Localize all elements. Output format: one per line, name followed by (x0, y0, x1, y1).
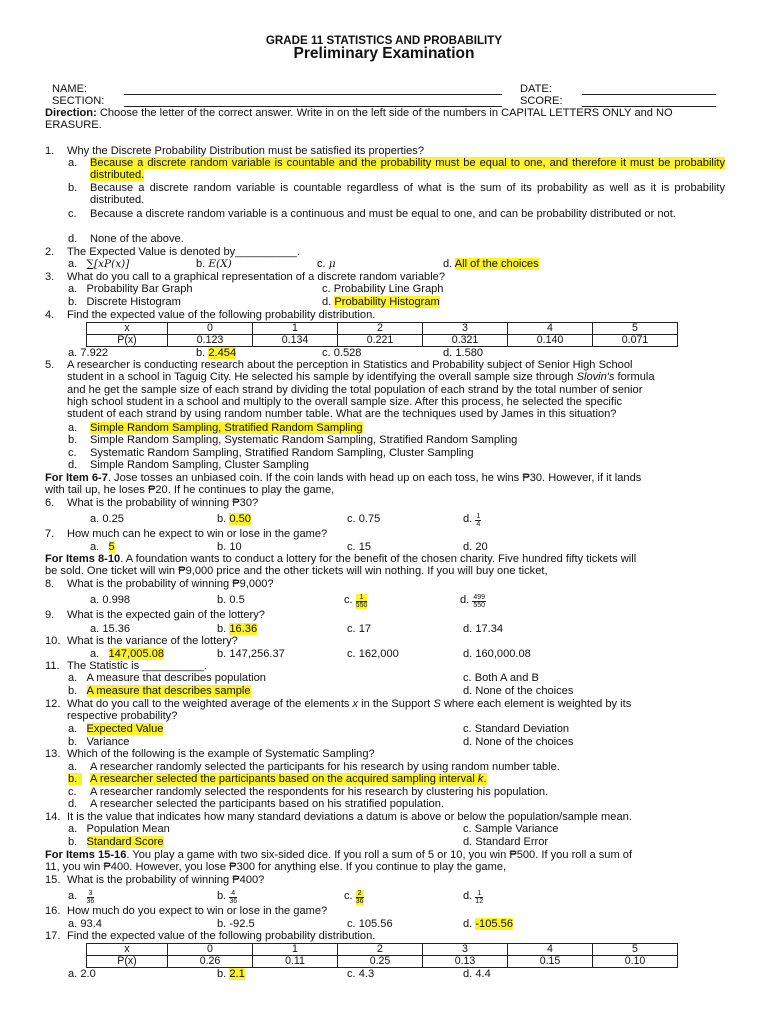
question-5 (45, 359, 725, 421)
question-10 (45, 635, 725, 647)
question-4 (45, 309, 725, 321)
text-line: 11, you win ₱400. However, you lose ₱300 for anything else. If you continue to play the game, (45, 861, 507, 874)
option-text: Systematic Random Sampling, Stratified Random Sampling, Cluster Sampling (90, 447, 474, 459)
question-number: 3. (45, 271, 55, 283)
option-letter: d. (463, 890, 473, 902)
table-row (87, 944, 678, 956)
q16-option-d[interactable] (463, 918, 513, 930)
option-letter: d. (443, 258, 453, 270)
q6-option-a[interactable]: a. 0.25 (90, 513, 124, 525)
item-group-label: For Items 8-10 (45, 553, 121, 565)
table-cell: 2 (338, 944, 423, 956)
option-text: Because a discrete random variable is a continuous and must be equal to one, and can be probability distributed or not. (90, 208, 676, 220)
question-17 (45, 930, 725, 942)
name-field[interactable] (124, 94, 502, 95)
direction-text: Choose the letter of the correct answer. Write in on the left side of the numbers in CAPITAL LETTERS ONLY and NO ERASURE. (45, 107, 673, 132)
q4-option-b[interactable] (196, 347, 236, 359)
question-number: 9. (45, 609, 55, 621)
question-text: The Statistic is __________. (67, 660, 207, 672)
fraction (356, 890, 364, 905)
question-3 (45, 271, 725, 283)
option-letter: b. (217, 890, 227, 902)
option-text: A researcher randomly selected the participants for his research by using random number table. (90, 761, 560, 773)
q3-option-b[interactable] (68, 296, 181, 308)
q14-option-c[interactable]: c. Sample Variance (463, 823, 559, 835)
option-text: Discrete Histogram (86, 296, 181, 308)
table-row (87, 323, 678, 335)
table-cell: 0 (168, 323, 253, 335)
question-number: 1. (45, 145, 55, 157)
q12-option-a[interactable] (68, 723, 163, 735)
q14-option-a[interactable] (68, 823, 170, 835)
option-text: Variance (86, 736, 130, 748)
q15-option-b[interactable] (217, 890, 237, 905)
fraction (229, 890, 237, 905)
option-text: A researcher selected the participants based on his stratified population. (90, 798, 444, 810)
table-cell: 4 (508, 323, 593, 335)
option-letter: a. (68, 723, 78, 735)
q10-option-b[interactable]: b. 147,256.37 (217, 648, 285, 660)
table-cell: 0.134 (253, 335, 338, 347)
q11-option-a[interactable] (68, 672, 266, 684)
q9-option-d[interactable]: d. 17.34 (463, 623, 504, 635)
numerator: 2 (357, 890, 362, 897)
q5-option-d[interactable] (68, 459, 725, 471)
text-run: A researcher selected the participants based on the acquired sampling interval (90, 773, 478, 785)
q9-option-c[interactable]: c. 17 (347, 623, 372, 635)
q13-option-a[interactable] (68, 761, 725, 773)
question-number: 15. (45, 874, 61, 886)
denominator: 36 (229, 898, 238, 905)
option-letter: c. (344, 890, 353, 902)
q10-option-a[interactable] (90, 648, 164, 660)
option-text: 2.1 (229, 968, 245, 980)
q15-option-d[interactable] (463, 890, 483, 905)
numerator: 1 (356, 594, 368, 602)
option-text: None of the above. (90, 233, 184, 245)
text-line: be sold. One ticket will win ₱9,000 price and the other tickets will win nothing. If you will buy one ticket, (45, 565, 548, 578)
q13-option-c[interactable] (68, 786, 725, 798)
exam-title: Preliminary Examination (293, 45, 475, 62)
option-text: Simple Random Sampling, Systematic Random Sampling, Stratified Random Sampling (90, 434, 518, 446)
table-cell: 3 (423, 944, 508, 956)
q17-option-b[interactable] (217, 968, 245, 980)
option-text: 2.454 (208, 347, 237, 359)
q13-option-b[interactable] (68, 773, 725, 785)
question-16 (45, 905, 725, 917)
text-run: What do you call to the weighted average of the elements (67, 698, 353, 710)
q15-option-c[interactable] (344, 890, 364, 905)
fraction (475, 513, 481, 528)
q10-option-c[interactable]: c. 162,000 (347, 648, 399, 660)
text-line: respective probability? (67, 710, 178, 723)
q1-option-d[interactable] (68, 233, 725, 245)
question-number: 12. (45, 698, 61, 710)
q11-option-b[interactable] (68, 685, 251, 697)
q7-option-c[interactable]: c. 15 (347, 541, 372, 553)
option-text: Because a discrete random variable is countable regardless of what is the sum of its probability as well as it is probability distributed. (90, 182, 725, 207)
text-run: where each element is weighted by its (440, 698, 632, 710)
slovin-term: Slovin's (576, 371, 615, 384)
table-cell: 2 (338, 323, 423, 335)
date-field[interactable] (582, 94, 716, 95)
option-letter: a. (68, 672, 78, 684)
q15-option-a[interactable] (68, 890, 94, 905)
question-14 (45, 811, 725, 823)
denominator: 36 (355, 898, 364, 905)
denominator: 550 (355, 602, 368, 609)
math-var: k (477, 773, 484, 785)
section-label: SECTION: (52, 95, 105, 107)
q7-option-a[interactable] (90, 541, 115, 553)
option-letter: c. (344, 594, 353, 606)
item-group-label: For Item 6-7 (45, 472, 108, 484)
text-run: . A foundation wants to conduct a lottery for the benefit of the chosen charity. Five hundred fifty tickets will (120, 553, 637, 565)
q1-option-a[interactable] (68, 157, 725, 182)
option-text: Simple Random Sampling, Cluster Sampling (90, 459, 309, 471)
option-letter: a. (90, 541, 100, 553)
q11-option-c[interactable]: c. Both A and B (463, 672, 539, 684)
question-text: Find the expected value of the following probability distribution. (67, 930, 376, 942)
q4-option-d[interactable]: d. 1.580 (443, 347, 484, 359)
option-text: Because a discrete random variable is countable and the probability must be equal to one, and therefore it must be probability distributed. (90, 157, 725, 182)
option-text: A researcher randomly selected the respondents for his research by clustering his population. (90, 786, 549, 798)
table-cell: 0.11 (253, 956, 338, 968)
table-cell: 0.123 (168, 335, 253, 347)
option-text (90, 773, 487, 785)
q17-probability-table (86, 943, 678, 968)
text-run: formula (614, 371, 655, 384)
question-text: The Expected Value is denoted by__________. (67, 246, 300, 258)
table-cell: 0.26 (168, 956, 253, 968)
q6-option-d[interactable] (463, 513, 481, 528)
table-cell: 4 (508, 944, 593, 956)
option-letter: d. (322, 296, 332, 308)
table-cell: P(x) (87, 335, 168, 347)
q7-option-d[interactable]: d. 20 (463, 541, 488, 553)
option-letter: a. (68, 258, 78, 270)
option-letter: b. (196, 258, 206, 270)
item-6-7-stem (45, 472, 725, 497)
text-line: and he get the sample size of each strand by dividing the total population of each strand by the total number of senior (67, 383, 643, 396)
option-letter: c. (317, 258, 326, 270)
option-letter: b. (68, 434, 78, 446)
table-cell: 5 (593, 944, 678, 956)
question-text: How much can he expect to win or lose in the game? (67, 528, 328, 540)
table-cell: 3 (423, 323, 508, 335)
question-text: Why the Discrete Probability Distribution must be satisfied its properties? (67, 145, 424, 157)
q3-option-a[interactable] (68, 283, 193, 295)
option-text: 16.36 (229, 623, 258, 635)
q16-option-b[interactable]: b. -92.5 (217, 918, 255, 930)
question-number: 11. (45, 660, 60, 672)
option-text: μ (328, 258, 336, 270)
option-letter: c. (68, 786, 77, 798)
question-11 (45, 660, 725, 672)
q2-option-b[interactable] (196, 258, 232, 270)
question-6 (45, 497, 725, 509)
q9-option-b[interactable] (217, 623, 257, 635)
question-text: Which of the following is the example of Systematic Sampling? (67, 748, 375, 760)
q8-option-d[interactable] (460, 594, 486, 609)
table-cell: 0.321 (423, 335, 508, 347)
numerator: 1 (476, 513, 481, 520)
table-cell: 1 (253, 944, 338, 956)
question-text: What do you call to a graphical representation of a discrete random variable? (67, 271, 446, 283)
option-letter: a. (68, 157, 78, 169)
q17-option-d[interactable]: d. 4.4 (463, 968, 491, 980)
q2-option-a[interactable] (68, 258, 129, 270)
option-letter: b. (217, 513, 227, 525)
question-text: Find the expected value of the following probability distribution. (67, 309, 376, 321)
option-letter: b. (68, 736, 78, 748)
q4-option-c[interactable]: c. 0.528 (322, 347, 362, 359)
option-text: Population Mean (86, 823, 170, 835)
table-cell: 0.15 (508, 956, 593, 968)
q16-option-a[interactable]: a. 93.4 (68, 918, 102, 930)
question-2 (45, 246, 725, 258)
option-letter: b. (217, 968, 227, 980)
numerator: 4 (231, 890, 236, 897)
text-run: . (483, 773, 487, 785)
text-run: in the Support (358, 698, 434, 710)
score-label: SCORE: (520, 95, 563, 107)
numerator: 3 (88, 890, 93, 897)
table-row (87, 335, 678, 347)
denominator: 36 (86, 898, 95, 905)
option-text: Simple Random Sampling, Stratified Random Sampling (90, 422, 363, 434)
question-number: 16. (45, 905, 61, 917)
question-text (67, 359, 725, 421)
q12-option-d[interactable]: d. None of the choices (463, 736, 574, 748)
option-text: ∑[xP(x)] (86, 258, 130, 270)
option-letter: d. (463, 513, 473, 525)
table-cell: 0.071 (593, 335, 678, 347)
question-7 (45, 528, 725, 540)
question-9 (45, 609, 725, 621)
q9-option-a[interactable]: a. 15.36 (90, 623, 131, 635)
numerator: 1 (477, 890, 482, 897)
q12-option-b[interactable] (68, 736, 129, 748)
option-letter: d. (68, 459, 78, 471)
option-text: All of the choices (454, 258, 539, 270)
option-letter: a. (68, 422, 78, 434)
fraction (87, 890, 95, 905)
denominator: 12 (475, 898, 484, 905)
denominator: 4 (476, 521, 481, 528)
option-text: E(X) (208, 258, 232, 270)
question-number: 5. (45, 359, 55, 371)
option-letter: d. (68, 798, 78, 810)
option-letter: d. (463, 918, 473, 930)
option-letter: a. (68, 823, 78, 835)
q2-option-c[interactable] (317, 258, 336, 270)
q8-option-b[interactable]: b. 0.5 (217, 594, 245, 606)
option-text: -105.56 (475, 918, 513, 930)
q10-option-d[interactable]: d. 160,000.08 (463, 648, 531, 660)
q5-option-c[interactable] (68, 447, 725, 459)
subject-heading: GRADE 11 STATISTICS AND PROBABILITY (265, 34, 503, 47)
q8-option-a[interactable]: a. 0.998 (90, 594, 131, 606)
question-text: What is the probability of winning ₱30? (67, 497, 259, 509)
q17-option-c[interactable]: c. 4.3 (347, 968, 375, 980)
text-line (67, 371, 725, 383)
q4-probability-table (86, 322, 678, 347)
table-cell: P(x) (87, 956, 168, 968)
q6-option-c[interactable]: c. 0.75 (347, 513, 381, 525)
denominator: 550 (473, 602, 486, 609)
question-number: 17. (45, 930, 61, 942)
question-text: What is the probability of winning ₱400? (67, 874, 265, 886)
item-15-16-stem (45, 849, 725, 874)
q13-option-d[interactable] (68, 798, 725, 810)
q16-option-c[interactable]: c. 105.56 (347, 918, 393, 930)
numerator: 499 (473, 594, 486, 601)
question-13 (45, 748, 725, 760)
question-number: 4. (45, 309, 55, 321)
table-row (87, 956, 678, 968)
direction-label: Direction: (45, 107, 97, 119)
option-letter: b. (68, 182, 78, 194)
q3-option-d[interactable] (322, 296, 440, 308)
question-text: What is the variance of the lottery? (67, 635, 238, 647)
direction (45, 107, 725, 132)
q14-option-b[interactable] (68, 836, 164, 848)
question-number: 8. (45, 578, 55, 590)
option-letter: b. (68, 836, 78, 848)
table-cell: 0 (168, 944, 253, 956)
option-text: 0.50 (229, 513, 251, 525)
table-cell: 0.140 (508, 335, 593, 347)
option-text: Standard Score (86, 836, 164, 848)
table-cell: 0.10 (593, 956, 678, 968)
text-line: high school student in a school and multiply to the overall sample size. After this process, he selected the specific (67, 396, 622, 409)
item-group-label: For Items 15-16 (45, 849, 127, 861)
table-cell: 0.221 (338, 335, 423, 347)
q14-option-d[interactable]: d. Standard Error (463, 836, 549, 848)
text-run: student in a school in Taguig City. He selected his sample by identifying the overall sample size through (67, 371, 577, 384)
table-cell: x (87, 944, 168, 956)
question-number: 13. (45, 748, 61, 760)
option-text: Probability Histogram (334, 296, 440, 308)
fraction (472, 594, 486, 609)
question-number: 2. (45, 246, 55, 258)
q8-option-c[interactable] (344, 594, 367, 609)
fraction (475, 890, 483, 905)
option-text: 5 (108, 541, 115, 553)
option-letter: a. (68, 761, 78, 773)
option-letter: b. (217, 623, 227, 635)
option-letter: d. (460, 594, 470, 606)
question-12 (45, 698, 725, 723)
q6-option-b[interactable] (217, 513, 251, 525)
question-text: What is the expected gain of the lottery? (67, 609, 265, 621)
option-letter: b. (68, 296, 78, 308)
option-letter: c. (68, 208, 77, 220)
option-letter: d. (68, 233, 78, 245)
question-text: How much do you expect to win or lose in the game? (67, 905, 328, 917)
question-text: What is the probability of winning ₱9,000? (67, 578, 274, 590)
option-letter: a. (68, 890, 78, 902)
q3-option-c[interactable]: c. Probability Line Graph (322, 283, 444, 295)
q2-option-d[interactable] (443, 258, 539, 270)
option-letter: c. (68, 447, 77, 459)
option-text: Expected Value (86, 723, 164, 735)
table-cell: x (87, 323, 168, 335)
q17-option-a[interactable]: a. 2.0 (68, 968, 96, 980)
item-8-10-stem (45, 553, 725, 578)
text-line: A researcher is conducting research about the perception in Statistics and Probability subject of Senior High School (67, 359, 633, 371)
text-run: . Jose tosses an unbiased coin. If the coin lands with head up on each toss, he wins ₱30. However, if it lands (107, 472, 642, 484)
question-text (67, 698, 725, 723)
question-number: 10. (45, 635, 61, 647)
question-number: 14. (45, 811, 61, 823)
table-cell: 0.25 (338, 956, 423, 968)
option-text: Probability Bar Graph (86, 283, 193, 295)
option-letter: b. (68, 685, 78, 697)
fraction (356, 594, 368, 609)
question-text: It is the value that indicates how many standard deviations a datum is above or below the population/sample mean. (67, 811, 632, 823)
q12-option-c[interactable]: c. Standard Deviation (463, 723, 570, 735)
option-text: 147,005.08 (108, 648, 165, 660)
table-cell: 0.13 (423, 956, 508, 968)
option-letter: b. (196, 347, 206, 359)
question-15 (45, 874, 725, 886)
option-text: A measure that describes population (86, 672, 266, 684)
table-cell: 1 (253, 323, 338, 335)
text-run: . You play a game with two six-sided dice. If you roll a sum of 5 or 10, you win ₱500. If you roll a sum of (126, 849, 633, 861)
math-var: S (433, 698, 441, 710)
text-line: with tail up, he loses ₱20. If he continues to play the game, (45, 484, 335, 497)
q5-option-b[interactable] (68, 434, 725, 446)
date-label: DATE: (520, 83, 552, 95)
option-letter: b. (68, 773, 82, 785)
name-label: NAME: (52, 83, 88, 95)
q1-option-c[interactable] (68, 208, 725, 220)
question-8 (45, 578, 725, 590)
table-cell: 5 (593, 323, 678, 335)
q7-option-b[interactable]: b. 10 (217, 541, 242, 553)
option-text: A measure that describes sample (86, 685, 251, 697)
q5-option-a[interactable] (68, 422, 725, 434)
q4-option-a[interactable]: a. 7.922 (68, 347, 109, 359)
q11-option-d[interactable]: d. None of the choices (463, 685, 574, 697)
q1-option-b[interactable] (68, 182, 725, 207)
question-number: 7. (45, 528, 55, 540)
option-letter: a. (90, 648, 100, 660)
question-number: 6. (45, 497, 55, 509)
option-letter: a. (68, 283, 78, 295)
question-1 (45, 145, 725, 157)
text-line: student of each strand by using random number table. What are the techniques used by James in this situation? (67, 408, 617, 421)
math-var: x (352, 698, 359, 710)
